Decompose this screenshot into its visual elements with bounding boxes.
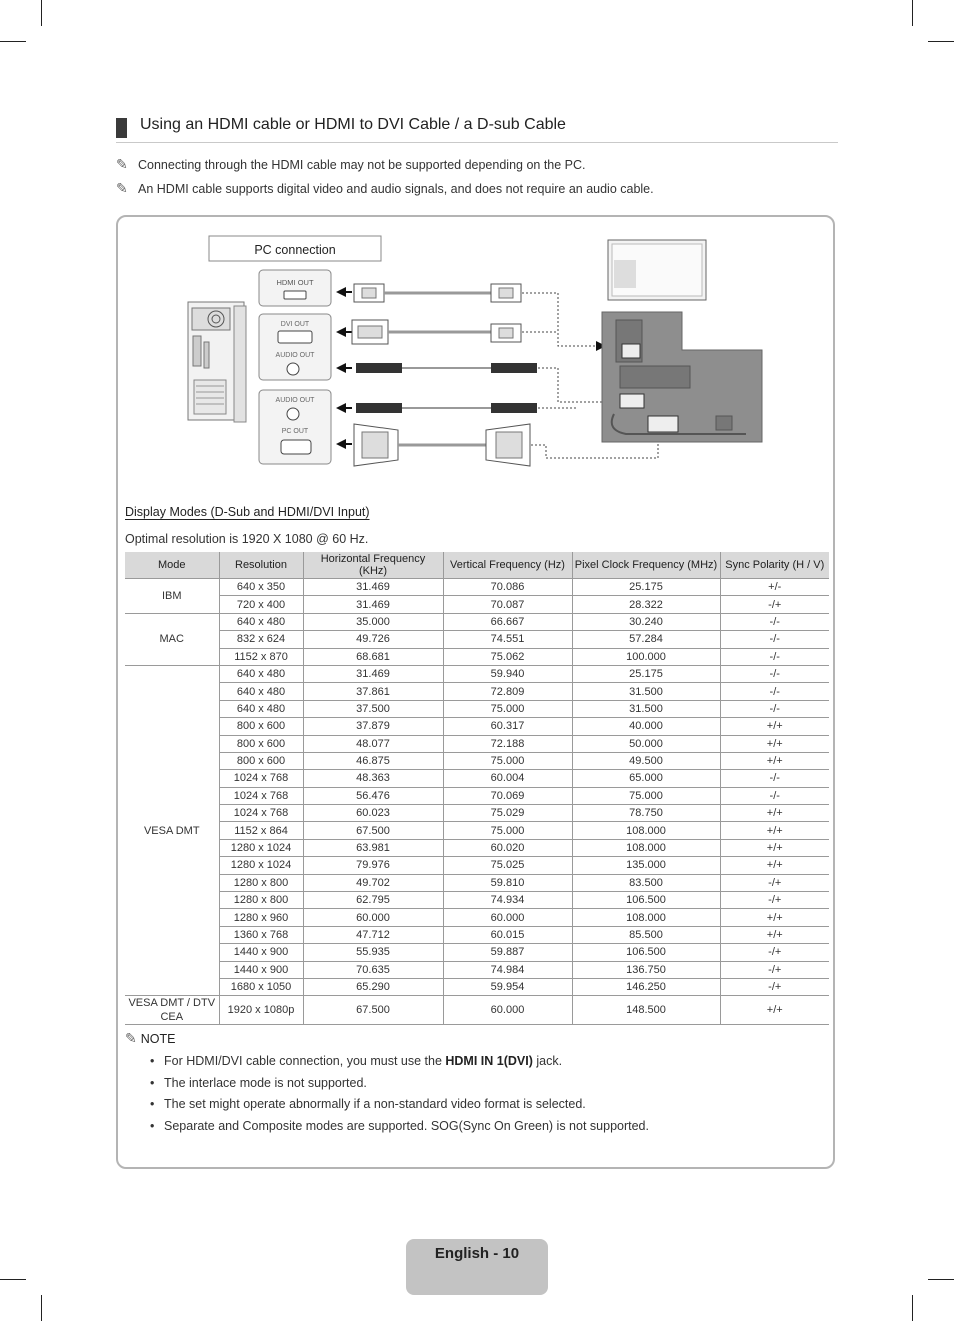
pc-connection-diagram [186,234,766,470]
table-cell: 70.087 [443,596,572,613]
note-label: NOTE [140,1032,176,1046]
table-cell: 25.175 [572,665,720,682]
table-cell: +/- [720,579,829,596]
display-modes-table [125,552,829,1025]
table-cell: 800 x 600 [219,735,303,752]
column-header: Horizontal Frequency (KHz) [303,552,443,579]
table-cell: 25.175 [572,579,720,596]
mode-cell: VESA DMT / DTV CEA [125,996,219,1025]
table-cell: 31.469 [303,579,443,596]
table-cell: 57.284 [572,631,720,648]
table-cell: 85.500 [572,926,720,943]
pc-tower-icon [188,302,246,422]
note-emphasis: HDMI IN 1(DVI) [445,1054,533,1068]
table-cell: 59.940 [443,665,572,682]
display-modes-title: Display Modes (D-Sub and HDMI/DVI Input) [125,505,370,519]
table-cell: 60.023 [303,805,443,822]
table-row [125,752,829,769]
table-cell: 31.469 [303,665,443,682]
audio-out-label: AUDIO OUT [275,352,315,359]
mode-cell: MAC [125,613,219,665]
table-cell: 100.000 [572,648,720,665]
table-cell: -/- [720,613,829,630]
table-row [125,944,829,961]
tv-rear-panel-icon [602,312,762,442]
crop-mark [912,1295,913,1321]
note-item [150,1052,820,1074]
section-heading [116,116,838,143]
dvi-audio-port-card [259,314,331,380]
table-cell: 72.188 [443,735,572,752]
table-cell: 31.469 [303,596,443,613]
tip-line [116,180,654,197]
table-cell: 108.000 [572,839,720,856]
table-cell: 60.000 [443,909,572,926]
table-cell: -/+ [720,596,829,613]
table-row [125,839,829,856]
table-cell: 67.500 [303,822,443,839]
table-cell: 1280 x 960 [219,909,303,926]
table-cell: 70.069 [443,787,572,804]
table-header-row [125,552,829,579]
table-cell: 48.363 [303,770,443,787]
table-cell: -/+ [720,892,829,909]
table-cell: 75.000 [443,752,572,769]
table-cell: 1152 x 870 [219,648,303,665]
table-cell: 66.667 [443,613,572,630]
table-row [125,822,829,839]
dsub-cable-icon [354,424,530,466]
note-list [150,1052,820,1138]
column-header: Vertical Frequency (Hz) [443,552,572,579]
table-cell: 56.476 [303,787,443,804]
hdmi-to-dvi-cable-icon [352,320,521,344]
audio-jack-icon [287,408,299,420]
table-cell: +/+ [720,909,829,926]
table-cell: +/+ [720,735,829,752]
table-row [125,596,829,613]
audio-out-label: AUDIO OUT [275,397,315,404]
pc-out-label: PC OUT [281,428,309,435]
crop-mark [41,1295,42,1321]
table-row [125,718,829,735]
table-row [125,874,829,891]
table-cell: 640 x 480 [219,665,303,682]
table-cell: +/+ [720,996,829,1025]
table-cell: +/+ [720,718,829,735]
note-text: The set might operate abnormally if a non-standard video format is selected. [164,1097,586,1112]
table-cell: +/+ [720,822,829,839]
column-header: Resolution [219,552,303,579]
table-cell: 70.635 [303,961,443,978]
table-row [125,996,829,1025]
crop-mark [928,1279,954,1280]
table-cell: 37.861 [303,683,443,700]
table-row [125,926,829,943]
table-cell: 70.086 [443,579,572,596]
table-row [125,613,829,630]
table-cell: 31.500 [572,683,720,700]
table-cell: 75.025 [443,857,572,874]
table-cell: 60.000 [303,909,443,926]
table-cell: 49.500 [572,752,720,769]
note-text: Separate and Composite modes are supported. SOG(Sync On Green) is not supported. [164,1118,649,1133]
table-cell: 75.062 [443,648,572,665]
heading-bar [116,118,127,138]
hdmi-cable-icon [354,284,521,302]
table-cell: 78.750 [572,805,720,822]
table-cell: 640 x 480 [219,683,303,700]
tip-text: An HDMI cable supports digital video and audio signals, and does not require an audio cable. [138,182,654,196]
table-cell: 40.000 [572,718,720,735]
table-cell: 74.934 [443,892,572,909]
table-cell: 63.981 [303,839,443,856]
section-title: Using an HDMI cable or HDMI to DVI Cable / a D-sub Cable [140,116,566,133]
table-cell: 1680 x 1050 [219,978,303,995]
table-cell: -/- [720,648,829,665]
table-cell: 83.500 [572,874,720,891]
table-cell: 136.750 [572,961,720,978]
audio-cable-icon [356,403,537,413]
table-cell: 1024 x 768 [219,805,303,822]
table-cell: 640 x 480 [219,700,303,717]
table-cell: 108.000 [572,822,720,839]
table-cell: 60.004 [443,770,572,787]
table-cell: 59.810 [443,874,572,891]
table-cell: 1360 x 768 [219,926,303,943]
table-cell: 55.935 [303,944,443,961]
table-row [125,770,829,787]
table-cell: 800 x 600 [219,752,303,769]
column-header: Sync Polarity (H / V) [720,552,829,579]
table-cell: -/- [720,770,829,787]
table-cell: 1280 x 800 [219,874,303,891]
note-text: jack. [532,1054,563,1068]
table-cell: 800 x 600 [219,718,303,735]
column-header: Mode [125,552,219,579]
table-cell: 1440 x 900 [219,961,303,978]
table-cell: 75.000 [443,822,572,839]
pencil-icon: ✎ [116,180,128,196]
table-cell: 50.000 [572,735,720,752]
column-header: Pixel Clock Frequency (MHz) [572,552,720,579]
table-cell: 46.875 [303,752,443,769]
crop-mark [0,41,26,42]
table-cell: 65.290 [303,978,443,995]
table-row [125,978,829,995]
crop-mark [0,1279,26,1280]
table-cell: -/- [720,787,829,804]
table-row [125,665,829,682]
table-cell: 60.000 [443,996,572,1025]
table-cell: 75.000 [443,700,572,717]
table-cell: 37.879 [303,718,443,735]
table-cell: 28.322 [572,596,720,613]
table-cell: 832 x 624 [219,631,303,648]
audio-cable-icon [356,363,537,373]
note-item [150,1074,820,1096]
table-cell: 62.795 [303,892,443,909]
table-cell: 59.887 [443,944,572,961]
table-cell: 1280 x 1024 [219,839,303,856]
pencil-icon: ✎ [125,1030,137,1046]
table-cell: 1024 x 768 [219,787,303,804]
tip-line [116,156,586,173]
table-cell: 65.000 [572,770,720,787]
table-cell: 74.551 [443,631,572,648]
pencil-icon: ✎ [116,156,128,172]
table-cell: +/+ [720,839,829,856]
table-cell: 30.240 [572,613,720,630]
table-cell: 135.000 [572,857,720,874]
crop-mark [928,41,954,42]
table-cell: -/+ [720,978,829,995]
table-cell: 60.015 [443,926,572,943]
table-cell: -/+ [720,874,829,891]
note-item [150,1117,820,1139]
table-cell: 31.500 [572,700,720,717]
table-cell: 68.681 [303,648,443,665]
table-cell: -/+ [720,944,829,961]
table-row [125,700,829,717]
table-cell: 75.000 [572,787,720,804]
table-cell: -/- [720,683,829,700]
table-cell: 1280 x 800 [219,892,303,909]
table-row [125,892,829,909]
mode-cell: IBM [125,579,219,614]
tip-text: Connecting through the HDMI cable may not be supported depending on the PC. [138,158,586,172]
table-cell: 67.500 [303,996,443,1025]
table-cell: +/+ [720,752,829,769]
table-cell: 108.000 [572,909,720,926]
table-cell: 640 x 480 [219,613,303,630]
table-cell: 720 x 400 [219,596,303,613]
table-cell: 1024 x 768 [219,770,303,787]
table-cell: 72.809 [443,683,572,700]
table-row [125,735,829,752]
table-row [125,579,829,596]
audio-jack-icon [287,363,299,375]
table-cell: 47.712 [303,926,443,943]
table-body [125,579,829,1025]
table-cell: 1920 x 1080p [219,996,303,1025]
table-cell: 1280 x 1024 [219,857,303,874]
table-row [125,787,829,804]
dvi-port-icon [278,331,312,343]
table-cell: 106.500 [572,892,720,909]
table-row [125,857,829,874]
table-cell: 148.500 [572,996,720,1025]
page-number-tab [406,1239,548,1295]
table-row [125,961,829,978]
hdmi-out-label: HDMI OUT [276,278,314,287]
table-cell: 640 x 350 [219,579,303,596]
hdmi-out-port-card [259,270,331,306]
table-cell: +/+ [720,926,829,943]
table-row [125,683,829,700]
note-text: For HDMI/DVI cable connection, you must use the [164,1054,446,1068]
crop-mark [41,0,42,26]
table-cell: 49.702 [303,874,443,891]
note-heading [125,1030,175,1047]
hdmi-port-icon [284,291,306,299]
mode-cell: VESA DMT [125,665,219,995]
table-row [125,631,829,648]
table-cell: 49.726 [303,631,443,648]
table-row [125,909,829,926]
table-cell: -/- [720,700,829,717]
audio-pc-port-card [259,390,331,464]
table-cell: 106.500 [572,944,720,961]
note-text: The interlace mode is not supported. [164,1075,367,1090]
table-row [125,648,829,665]
table-cell: 75.029 [443,805,572,822]
dsub-port-icon [281,440,311,454]
table-cell: -/+ [720,961,829,978]
table-cell: 1152 x 864 [219,822,303,839]
table-cell: +/+ [720,857,829,874]
table-cell: 79.976 [303,857,443,874]
page-number: English - 10 [434,1245,520,1262]
table-cell: +/+ [720,805,829,822]
table-cell: 146.250 [572,978,720,995]
tv-icon [608,240,706,300]
table-cell: -/- [720,665,829,682]
table-cell: 48.077 [303,735,443,752]
table-cell: 60.317 [443,718,572,735]
table-cell: 74.984 [443,961,572,978]
table-cell: 60.020 [443,839,572,856]
table-row [125,805,829,822]
table-cell: 37.500 [303,700,443,717]
crop-mark [912,0,913,26]
optimal-resolution-text: Optimal resolution is 1920 X 1080 @ 60 Hz. [125,532,369,546]
note-item [150,1095,820,1117]
table-cell: 35.000 [303,613,443,630]
table-cell: -/- [720,631,829,648]
pc-connection-label: PC connection [254,243,336,257]
dvi-out-label: DVI OUT [280,321,310,328]
table-cell: 1440 x 900 [219,944,303,961]
table-cell: 59.954 [443,978,572,995]
